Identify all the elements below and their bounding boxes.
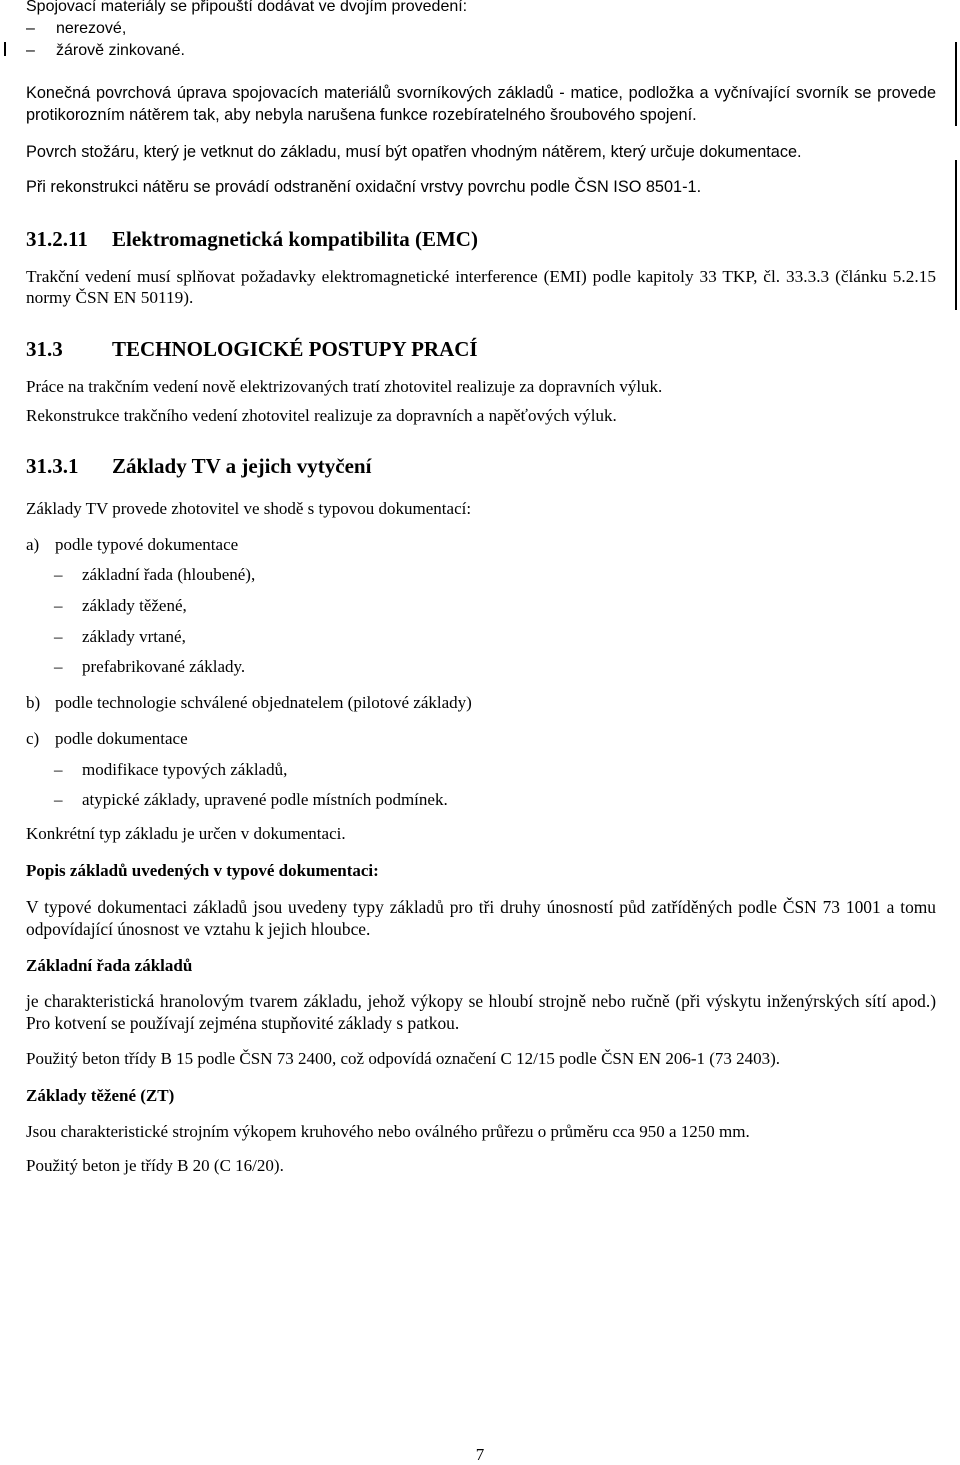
documentation-item: – atypické základy, upravené podle místních podmínek. — [26, 789, 960, 810]
documentation-item: – modifikace typových základů, — [26, 759, 960, 780]
section-title: Elektromagnetická kompatibilita (EMC) — [112, 227, 478, 251]
enum-text: podle dokumentace — [55, 729, 188, 748]
enum-label: a) — [26, 535, 40, 554]
revision-bar-right-1 — [955, 42, 957, 126]
technology-paragraph: Rekonstrukce trakčního vedení zhotovitel realizuje za dopravních a napěťových výluk. — [26, 406, 617, 425]
foundation-type-item: – prefabrikované základy. — [26, 656, 960, 677]
mast-surface-paragraph: Povrch stožáru, který je vetknut do základu, musí být opatřen vhodným nátěrem, který určuje dokumentace. — [26, 143, 802, 161]
basic-series-concrete: Použitý beton třídy B 15 podle ČSN 73 2400, což odpovídá označení C 12/15 podle ČSN EN 206-1 (73 2403). — [26, 1049, 781, 1068]
emc-paragraph: Trakční vedení musí splňovat požadavky elektromagnetické interference (EMI) podle kapitoly 33 TKP, čl. 33.3.3 (článku 5.2.15 normy ČSN EN 50119). — [26, 267, 936, 307]
foundation-type-item: – základy vrtané, — [26, 626, 960, 647]
basic-series-paragraph: je charakteristická hranolovým tvarem základu, jehož výkopy se hloubí strojně nebo ručně (při výskytu inženýrských sítí apod.) Pro kotvení se používají zejména stupňovité základy s patkou. — [26, 991, 936, 1033]
drilled-foundations-concrete: Použitý beton je třídy B 20 (C 16/20). — [26, 1156, 284, 1175]
enum-item-b — [26, 692, 472, 713]
enum-label: c) — [26, 729, 40, 748]
description-paragraph: V typové dokumentaci základů jsou uvedeny typy základů pro tři druhy únosností půd zatříděných podle ČSN 73 1001 a tomu odpovídající únosnost ve vztahu k jejich hloubce. — [26, 897, 936, 939]
section-title: TECHNOLOGICKÉ POSTUPY PRACÍ — [112, 337, 478, 361]
page-number: 7 — [475, 1445, 485, 1464]
foundation-type-item: – základní řada (hloubené), — [26, 564, 960, 585]
intro-block — [26, 0, 936, 62]
foundations-intro: Základy TV provede zhotovitel ve shodě s typovou dokumentací: — [26, 499, 472, 518]
enum-item-c — [26, 728, 188, 749]
enum-label: b) — [26, 693, 41, 712]
intro-item: – žárově zinkované. — [26, 40, 936, 62]
enum-text: podle typové dokumentace — [55, 535, 239, 554]
drilled-foundations-paragraph: Jsou charakteristické strojním výkopem kruhového nebo oválného průřezu o průměru cca 950 a 1250 mm. — [26, 1122, 750, 1141]
surface-finish-paragraph: Konečná povrchová úprava spojovacích materiálů svorníkových základů - matice, podložka a vyčnívající svorník se provede protikorozním nátěrem tak, aby nebyla narušena funkce rozebíratelného šroubového spojení. — [26, 84, 936, 124]
foundation-type-item: – základy těžené, — [26, 595, 960, 616]
description-heading: Popis základů uvedených v typové dokumentaci: — [26, 861, 379, 880]
section-heading-emc — [26, 226, 478, 252]
enum-item-a — [26, 534, 238, 555]
intro-item: – nerezové, — [26, 18, 936, 40]
basic-series-heading: Základní řada základů — [26, 956, 193, 975]
revision-bar-right-2 — [955, 160, 957, 310]
technology-paragraph: Práce na trakčním vedení nově elektrizovaných tratí zhotovitel realizuje za dopravních výluk. — [26, 377, 663, 396]
section-title: Základy TV a jejich vytyčení — [112, 454, 372, 478]
enum-text: podle technologie schválené objednatelem (pilotové základy) — [55, 693, 472, 712]
section-number: 31.3 — [26, 337, 63, 361]
section-number: 31.3.1 — [26, 454, 79, 478]
paint-reconstruction-paragraph: Při rekonstrukci nátěru se provádí odstranění oxidační vrstvy povrchu podle ČSN ISO 8501-1. — [26, 178, 702, 196]
intro-line: Spojovací materiály se připouští dodávat ve dvojím provedení: — [26, 0, 468, 15]
drilled-foundations-heading: Základy těžené (ZT) — [26, 1086, 175, 1105]
section-heading-foundations — [26, 453, 371, 479]
foundations-conclusion: Konkrétní typ základu je určen v dokumentaci. — [26, 824, 346, 843]
revision-bar-left — [4, 42, 6, 56]
section-number: 31.2.11 — [26, 227, 88, 251]
section-heading-technology — [26, 336, 478, 362]
